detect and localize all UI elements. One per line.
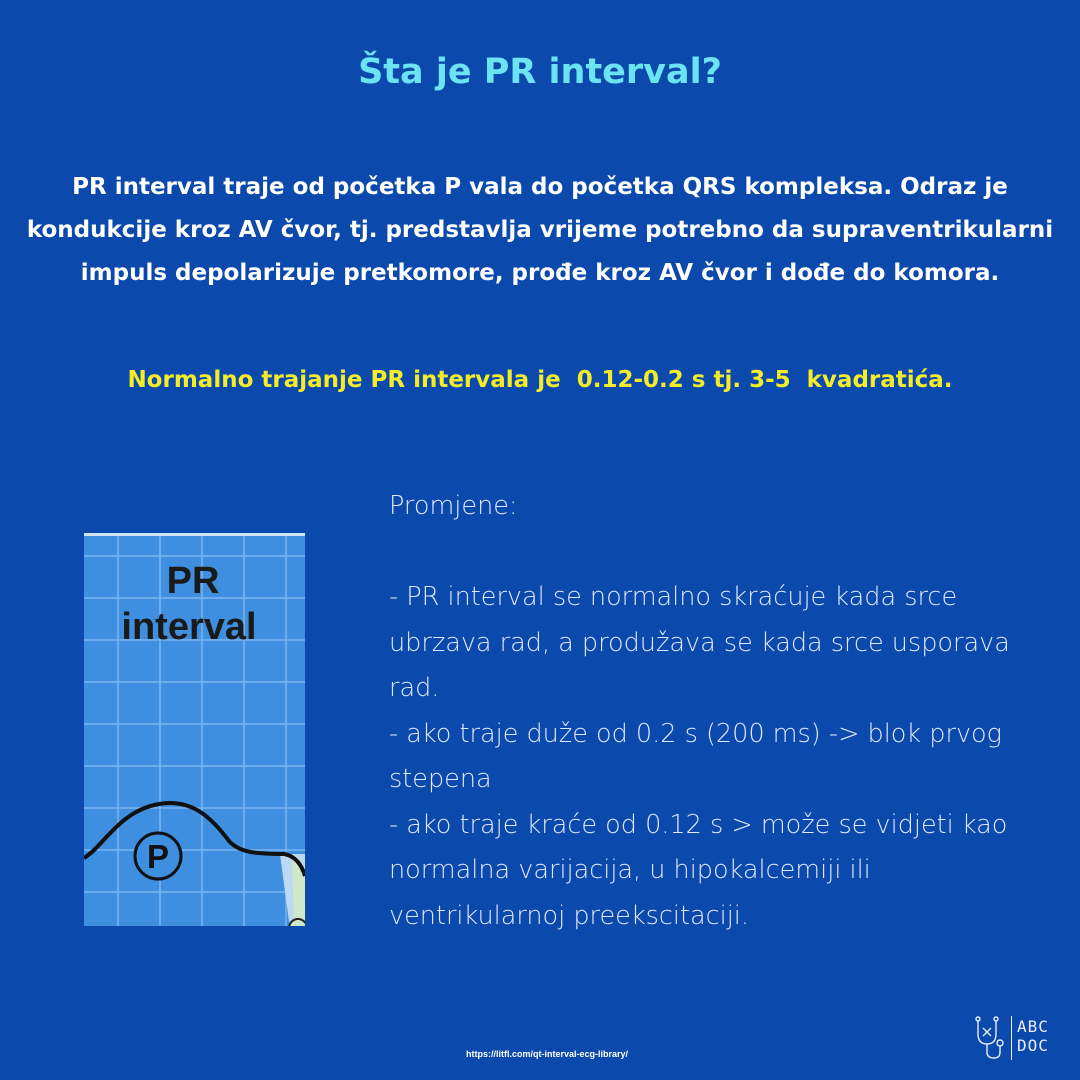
logo-line-1: ABC (1017, 1017, 1049, 1036)
p-wave-trace (84, 803, 305, 876)
stethoscope-icon (970, 1014, 1008, 1064)
changes-spacer (389, 530, 1049, 576)
changes-heading: Promjene: (389, 491, 518, 521)
figure-label-interval: interval (121, 606, 257, 648)
changes-section (389, 484, 1049, 939)
normal-duration-note: Normalno trajanje PR intervala je 0.12-0.2 s tj. 3-5 kvadratića. (127, 367, 953, 393)
p-wave-label: P (146, 838, 170, 875)
change-item: - PR interval se normalno skraćuje kada srce ubrzava rad, a produžava se kada srce usporava rad. (389, 582, 1010, 703)
source-link[interactable]: https://litfl.com/qt-interval-ecg-library/ (466, 1049, 629, 1059)
logo-divider (1011, 1016, 1012, 1060)
change-item: - ako traje duže od 0.2 s (200 ms) -> blok prvog stepena (389, 718, 1002, 794)
ecg-grid-illustration (84, 536, 305, 926)
page-title: Šta je PR interval? (358, 52, 722, 92)
intro-paragraph: PR interval traje od početka P vala do početka QRS kompleksa. Odraz je kondukcije kroz AV čvor, tj. predstavlja vrijeme potrebno da supraventrikularni impuls depolarizuje pretkomore, prođe kroz AV čvor i dođe do komora. (26, 174, 1054, 286)
pr-interval-figure (84, 533, 305, 926)
abc-doc-logo (970, 1014, 1060, 1064)
change-item: - ako traje kraće od 0.12 s > može se vidjeti kao normalna varijacija, u hipokalcemiji ili ventrikularnoj preekscitaciji. (389, 809, 1008, 931)
figure-label-pr: PR (166, 560, 220, 602)
logo-wordmark (1017, 1017, 1049, 1055)
logo-line-2: DOC (1017, 1036, 1049, 1055)
